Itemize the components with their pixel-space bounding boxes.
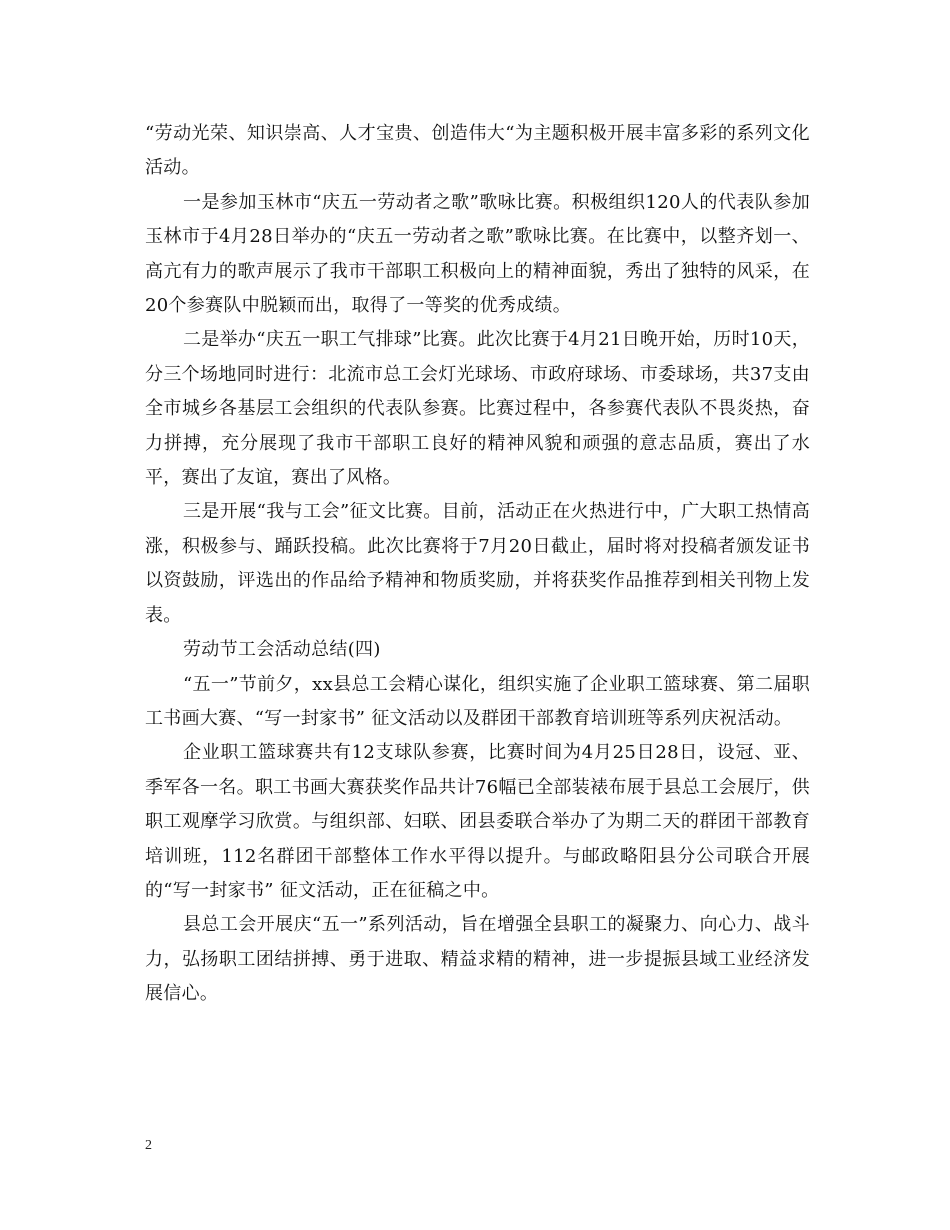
paragraph-5: “五一”节前夕，xx县总工会精心谋化，组织实施了企业职工篮球赛、第二届职工书画大赛、“写一封家书” 征文活动以及群团干部教育培训班等系列庆祝活动。 <box>145 673 810 729</box>
paragraph-2: 一是参加玉林市“庆五一劳动者之歌”歌咏比赛。积极组织120人的代表队参加玉林市于4月28日举办的“庆五一劳动者之歌”歌咏比赛。在比赛中，以整齐划一、高亢有力的歌声展示了我市干部职工积极向上的精神面貌，秀出了独特的风采，在20个参赛队中脱颖而出，取得了一等奖的优秀成绩。 <box>145 191 810 317</box>
document-body <box>145 117 810 1012</box>
paragraph-3: 二是举办“庆五一职工气排球”比赛。此次比赛于4月21日晚开始，历时10天，分三个场地同时进行：北流市总工会灯光球场、市政府球场、市委球场，共37支由全市城乡各基层工会组织的代表队参赛。比赛过程中，各参赛代表队不畏炎热，奋力拼搏，充分展现了我市干部职工良好的精神风貌和顽强的意志品质，赛出了水平，赛出了友谊，赛出了风格。 <box>145 329 810 489</box>
paragraph-7: 县总工会开展庆“五一”系列活动，旨在增强全县职工的凝聚力、向心力、战斗力，弘扬职工团结拼搏、勇于进取、精益求精的精神，进一步提振县域工业经济发展信心。 <box>145 914 810 1005</box>
paragraph-4: 三是开展“我与工会”征文比赛。目前，活动正在火热进行中，广大职工热情高涨，积极参与、踊跃投稿。此次比赛将于7月20日截止，届时将对投稿者颁发证书以资鼓励，评选出的作品给予精神和物质奖励，并将获奖作品推荐到相关刊物上发表。 <box>145 501 810 626</box>
paragraph-1: “劳动光荣、知识崇高、人才宝贵、创造伟大“为主题积极开展丰富多彩的系列文化活动。 <box>145 123 810 179</box>
paragraph-6: 企业职工篮球赛共有12支球队参赛，比赛时间为4月25日28日，设冠、亚、季军各一名。职工书画大赛获奖作品共计76幅已全部装裱布展于县总工会展厅，供职工观摩学习欣赏。与组织部、妇联、团县委联合举办了为期二天的群团干部教育培训班，112名群团干部整体工作水平得以提升。与邮政略阳县分公司联合开展的“写一封家书” 征文活动，正在征稿之中。 <box>145 742 810 901</box>
section-heading: 劳动节工会活动总结(四) <box>183 639 381 661</box>
page-number: 2 <box>145 1138 152 1153</box>
